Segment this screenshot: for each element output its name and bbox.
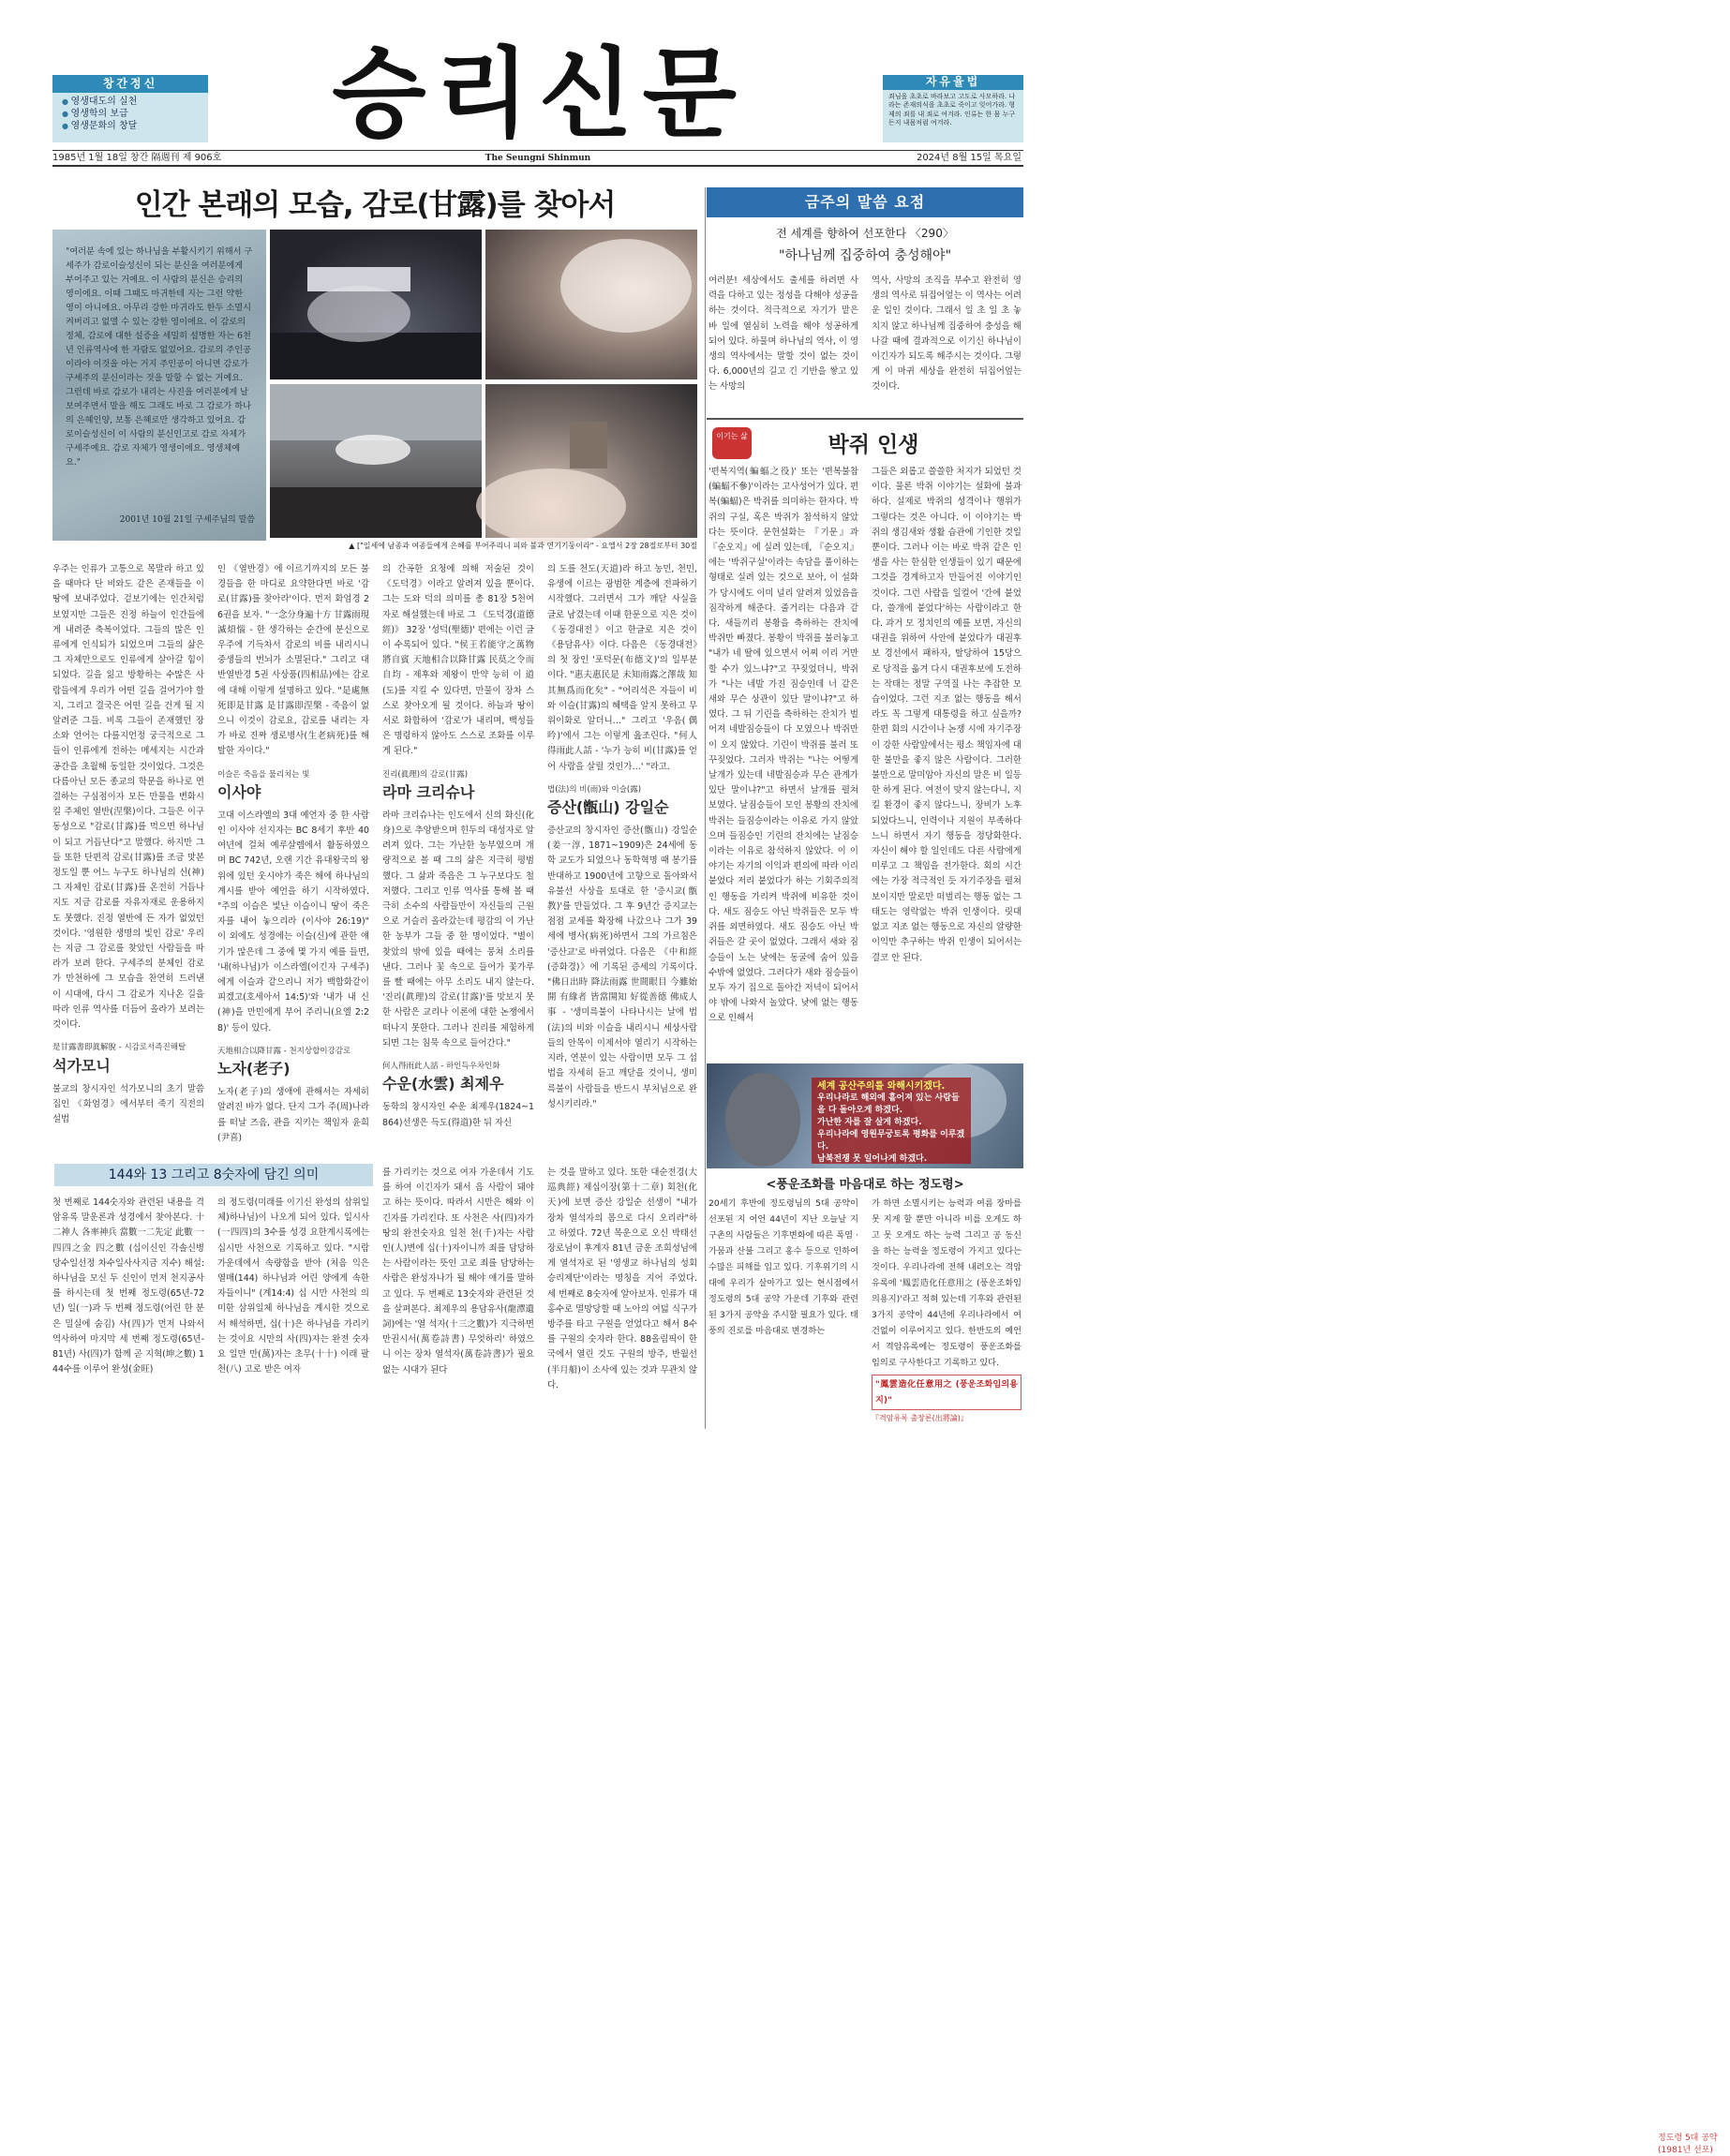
weekly-word-header: 금주의 말씀 요점 — [707, 187, 1023, 217]
section-subtitle: 天地相合以降甘露 - 천지상합이강감로 — [217, 1046, 351, 1056]
founding-spirit-item: ● 영생문화의 창달 — [62, 120, 199, 132]
audience-shape — [270, 487, 482, 538]
bat-life-col-1: '편복지역(蝙蝠之役)' 또는 '편복불참(蝙蝠不參)'이라는 고사성어가 있다. 편복(蝙蝠)은 박쥐를 의미하는 한자다. 박쥐의 구실, 혹은 박쥐가 참석하지 않았다는 뜻이다. 문헌설화는 『기문』과 『순오지』에 실려 있는데, 『순오지』에는 '박쥐구실'이라는 속담을 풀이하는 형태로 실려 있는 것으로 보아, 이 설화가 당시에도 이미 널리 알려져 있었음을 짐작하게 해준다. 줄거리는 다음과 같다. 새들끼리 봉황을 축하하는 잔치에 박쥐만 빠졌다. 봉황이 박쥐를 불러놓고 "내가 네 딸에 있으면서 어찌 이리 거만할 수가 있느냐?"고 꾸짖었더니, 박쥐가 "나는 네발 가진 짐승인데 너 같은 새와 무슨 상관이 있단 말이냐?"고 하였다. 그 뒤 기린을 축하하는 잔치가 벌어져 네발짐승들이 다 모였으나 박쥐만이 오지 않았다. 기린이 박쥐를 불러 또 꾸짖었다. 그러자 박쥐는 "나는 어떻게 날개가 있는데 네발짐승과 무슨 관계가 있단 말이냐?"고 하면서 날개를 펼쳐 보였다. 날짐승들이 모인 봉황의 잔치에 박쥐는 들짐승이라는 이유로 가지 않았으며 들짐승인 기린의 잔치에는 날짐승이라는 이유로 참석하지 않았다. 이 이야기는 자기의 이익과 편의에 따라 이리 붙었다 저리 붙었다가 하는 기회주의적인 행동을 가리켜 박쥐에 비유한 것이다. 새도 짐승도 아닌 박쥐들은 모두 박쥐를 외면하였다. 새도 짐승도 아닌 박쥐들은 갈 곳이 없었다. 그래서 새와 짐승들이 노는 낮에는 동굴에 숨어 있을 수밖에 없었다. 그러다가 새와 짐승들이 모두 자기 집으로 돌아간 저녁이 되어서야 밖에 나와서 놀았다. 낮에 없는 행동으로 인해서 — [708, 467, 858, 1024]
bat-life-col-2: 그들은 외롭고 쓸쓸한 처지가 되었던 것이다. 물론 박쥐 이야기는 설화에 불과하다. 실제로 박쥐의 성격이나 행위가 그렇다는 것은 아니다. 이 이야기는 박쥐의 생김새와 생활 습관에 기인한 것일 뿐이다. 그러나 이는 바로 박쥐 같은 인생을 사는 한심한 인생들이 있기 때문에 그것을 경계하고자 만들어진 이야기인 것이다. 그런 사람을 일컬어 '간에 붙었다, 쓸개에 붙었다'하는 사람이라고 한다. 과거 모 정치인의 예를 보면, 자신의 대권을 위하여 사안에 붙었다가 대권후보 경선에서 패하자, 탈당하여 15당으로 당적을 옮겨 다시 대권후보에 도전하는 작태는 정말 구역질 나는 추잡한 모습이었다. 그런 지조 없는 행동을 해서라도 꼭 그렇게 대통령을 하고 싶을까? 한편 회의 시간이나 논쟁 시에 자기주장이 강한 사람앞에서는 평소 책임자에 대한 불만을 좋지 않은 사람이다. 그러한 불만으로 말미암아 자신의 말은 비 일등한 하게 된다. 여전이 맞지 않는다니, 지킬 환경이 좋지 않다느니, 장비가 노후되었다느니, 인력이나 지원이 부족하다느니 하면서 자기 행동을 정당화한다. 자신이 해야 할 일인데도 다른 사람에게 미루고 그 책임을 전가한다. 회의 시간에는 가장 적극적인 듯 자기주장을 펼쳐 보이지만 말로만 떠벌리는 행동 없는 그 태도는 영락없는 박쥐 인생이다. 릿대 없고 지조 없는 행동으로 자신의 알량한 이익만 추구하는 박쥐 인생이 되어서는 결코 안 된다. — [872, 467, 1022, 963]
freedom-law-text: 죄님을 초초로 바라보고 고도로 사모하라. 나라는 존재의식을 초초로 죽이고 잊어가라. 형제의 죄를 내 죄로 여겨라. 인류는 한 몸 누구든지 내몸처럼 여겨라. — [888, 92, 1016, 126]
photo-caption: ▲ ["일세에 남종과 여종들에게 은혜를 부어주리니 피와 불과 연기기둥이라" - 요엘서 2장 28절로부터 30절 — [349, 542, 697, 550]
five-promises-list — [812, 1078, 971, 1164]
promise-item: 세계 공산주의를 와해시키겠다. — [817, 1081, 946, 1092]
section-title: 증산(甑山) 강일순 — [547, 798, 669, 817]
promise-item: 우리나라에 영원무궁토록 평화를 이루겠다. — [817, 1130, 965, 1152]
quote-text: "여러분 속에 있는 하나님을 부활시키기 위해서 구세주가 감로이슬성신이 되는 분신을 여러분에게 부어주고 있는 거예요. 이 사람의 분신은 승리의 영이에요. 이때 그때도 마귀한테 지는 그런 약한 영이 아니에요. 아무리 강한 마귀라도 한두 소멸시켜버리고 없앨 수 있는 강한 영이에요. 이 감로의 정체, 감로에 대한 설증을 세밀히 설명한 자는 6천년 인류역사에 한 자람도 없었어요. 감로의 주인공이라야 이것을 아는 거지 주인공이 아니면 감로가 구세주의 분신이라는 것을 말할 수 없는 거예요. 그런데 바로 감로가 내리는 사진을 여러분에게 날 보여주면서 말을 해도 그래도 바로 그 감로가 하나의 은혜인양, 보통 은혜로만 생각하고 있어요. 감로이슬성신이 이 사람의 분신인고로 감로 자체가 구세주예요. 감로 자체가 영생이에요. 영생체예요." — [66, 246, 253, 468]
founding-spirit-title: 창간정신 — [52, 75, 208, 93]
dew-glow-shape — [476, 468, 626, 543]
promise-item: 남북전쟁 못 일어나게 하겠다. — [817, 1154, 928, 1164]
five-promises-title: 정도령 5대 공약 — [1658, 2134, 1718, 2143]
section-subtitle: 진리(眞理)의 감로(甘露) — [382, 769, 469, 780]
article-column-2 — [217, 562, 369, 1146]
column-text: 노자(老子)의 생애에 관해서는 자세히 알려진 바가 없다. 단지 그가 주(周)나라를 떠날 즈음, 관을 지키는 책임자 윤희(尹喜) — [217, 1087, 369, 1143]
promise-item: 가난한 자를 잘 살게 하겠다. — [817, 1118, 922, 1127]
section-title: 석가모니 — [52, 1056, 111, 1075]
ceiling-shape — [270, 384, 482, 440]
photo-auditorium-svg — [270, 230, 482, 379]
main-headline: 인간 본래의 모습, 감로(甘露)를 찾아서 — [134, 188, 616, 222]
column-rule — [705, 187, 706, 1429]
article-column-4 — [547, 562, 697, 1112]
english-name: The Seungni Shinmun — [485, 154, 591, 163]
section-title: 노자(老子) — [217, 1060, 291, 1078]
column-text: 동학의 창시자인 수운 최제우(1824~1864)선생은 득도(得道)한 뒤 자신 — [382, 1102, 534, 1128]
promise-col-1: 20세기 후반에 정도령님의 5대 공약이 선포된 지 어언 44년이 지난 오늘날 지구촌의 사람들은 기후변화에 따른 폭염 · 가뭄과 산불 그리고 홍수 등으로 인하여 수많은 피해를 입고 있다. 기후위기의 시대에 우리가 살아가고 있는 현시점에서 정도령의 5대 공약 가운데 기후와 관련된 3가지 공약을 주시할 필요가 있다. 태풍의 진로를 마음대로 변경하는 — [708, 1198, 858, 1336]
section-divider — [707, 418, 1023, 420]
column-text: 고대 이스라엘의 3대 예언자 중 한 사람인 이사야 선지자는 BC 8세기 후반 40여년에 걸쳐 예루살렘에서 활동하였으며 BC 742년, 오랜 기간 유대왕국의 왕위에 있던 웃시야가 죽은 해에 하나님의 계시를 받아 예언을 하기 시작하였다. "주의 이슬은 빛난 이슬이니 땅이 죽은 자를 내어 놓으리라 (이사야 26:19)" 이 외에도 성경에는 이슬(신)에 관한 얘기가 많은데 그 중에 몇 가지 예를 들면, '내(하나님)가 이스라엘(이긴자 구세주)에게 이슬과 같으리니 저가 백합화같이 피겠고(호세아서 14:5)'와 '내가 내 신(神)을 만민에게 부어 주리니(요엘 2:28)' 등이 있다. — [217, 810, 369, 1033]
bottom-column-2: 의 정도령(미래를 이기신 완성의 삼위일체)하나님)이 나오게 되어 있다. 일시사(一四四)의 3수를 성경 요한계시록에는 십시만 사천으로 기록하고 있다. "시람 가운데에서 속량함을 받아 (처음 익은 열매(144) 하나님과 어린 양에게 속한 자들이니" (계14:4) 십 시만 사천의 의미한 삼위일체 하나님을 계시한 것으로서 해석하면, 십(十)은 하나님을 가리키는 것이요 시만의 사(四)자는 완전 숫자요 일만 만(萬)자는 초무(十十) 이래 팔 천(八) 고로 받은 여자 — [217, 1197, 369, 1375]
article-column-1 — [52, 562, 204, 1127]
five-promises-label — [1655, 2130, 1730, 2156]
section-subtitle: 是甘露書即眞解脫 - 시감로서즉진해탈 — [52, 1043, 186, 1053]
promise-text: 가 하면 소멸시키는 능력과 여름 장마를 못 지게 할 뿐만 아니라 비를 오게도 하고 못 오게도 하는 능력 그리고 공 동신을 하는 능력을 정도령이 가지고 있다는 것이다. 우리나라에 전해 내려오는 격암유록에 '鳳雲造化任意用之 (풍운조화임의용지)'라고 적혀 있는데 기후와 관련된 3가지 공약이 44년에 우리나라에서 여건없이 이루어지고 있다. 한반도의 예언서 격암유록에는 정도령이 풍운조화를 임의로 구사한다고 기록하고 있다. — [872, 1198, 1022, 1368]
column-text: 우주는 인류가 고통으로 목말라 하고 있을 때마다 단 비와도 같은 존재들을 이 땅에 보내주었다. 겉보기에는 인간처럼 보였지만 그들은 진정 하늘이 인간들에게 내려준 축복이었다. 그들의 많은 인류에게 인식되가 되었으며 그들의 삶은 그 자체만으로도 인류에게 살아갈 힘이 되었다. 길을 잃고 방황하는 수많은 사람들에게 우리가 어떤 길을 걸어가야 할 지, 그리고 결국은 어떤 길을 건게 될 지 알려준 그들. 비록 그들이 존재했던 장소와 언어는 다를지언정 궁극적으로 그들이 인류에게 전하는 메세지는 시간과 공간을 초월해 동일한 것이었다. 그것은 다름아닌 모든 종교의 학문을 하나로 연결하는 구심점이자 모든 만물을 변화시킬 주체인 열반(涅槃)이다. 그들은 이구동성으로 "감로(甘露)를 먹으면 하나님이 되고 거듭난다"고 말했다. 하지만 그들 또한 단편적 감로(甘露)를 조금 맛본 정도일 뿐 어느 누구도 하나님의 신(神) 그 자체인 감로(甘露)를 온전히 거듭나지도 지금 감로를 자유자재로 운용하지도 못했다. 진정 열반에 든 자가 없었던 것이다. '영원한 생명의 빛인 감로' 우리는 지금 그 감로를 찾았던 사람들을 따라가 보려 한다. 구세주의 분체인 감로가 만천하에 그 모습을 찬연히 드러낸 이 시대에, 다시 그 감로가 지나온 길을 따라 인류 역사를 더듬어 올라가 보려는 것이다. — [52, 564, 204, 1031]
issue-date: 2024년 8월 15일 목요일 — [916, 153, 1022, 163]
bottom-article-header: 144와 13 그리고 8숫자에 담긴 의미 — [54, 1164, 373, 1186]
weekly-word-col-1: 여러분! 세상에서도 출세를 하려면 사력을 다하고 있는 정성을 다해야 성공을 하는 것이다. 적극적으로 자기가 맡은 바 일에 열심히 노력을 해야 성공하게 되어 있다. 하물며 하나님의 역사, 이 영생의 역사에서는 말할 것이 없는 것이다. 6,000년의 길고 긴 기반을 쌓고 있는 사망의 — [708, 275, 858, 393]
bottom-column-3: 를 가리키는 것으로 여자 가운데서 기도를 하여 이긴자가 돼서 음 사람이 돼야 고 하는 뜻이다. 따라서 시만은 해와 이긴자를 가리킨다. 또 사천은 사(四)자가 땅의 완전숫자요 일천 천(千)자는 사람 인(人)변에 십(十)자이니까 죄를 담당하는 사람이라는 뜻인 고로 죄를 담당하는 사람은 완성자나가 될 해야 얘기를 말하고 있다. 두 번째로 13숫자와 관련된 것을 살펴본다. 최제우의 용담유사(龍潭遺詞)에는 '열 석자(十三之數)가 지극하면 만권시서(萬卷詩書) 무엇하리' 하였으니 이는 장차 열석자(萬卷詩書)가 필요 없는 시대가 된다 — [382, 1167, 534, 1375]
newspaper-masthead: 승리신문 — [332, 37, 746, 151]
column-text: 인 《열반경》에 이르기까지의 모든 불경들을 한 마디로 요약한다면 바로 '감로(甘露)를 찾아라'이다. 먼저 화엄경 26권을 보자. "一念分身遍十方 甘露雨現滅煩惱 - 한 생각하는 순간에 분신으로 우주에 기득차서 감로의 비를 내리시니 중생들의 번뇌가 소멸된다." 그리고 대반열반경 5권 사상품(四相品)에는 감로에 대해 이렇게 설명하고 있다. "是處無死即是甘露 是甘露即涅槃 - 죽음이 없으니 이것이 감로요, 감로를 내리는 자가 바로 진짜 생로병사(生老病死)를 해탈한 자이다." — [217, 564, 369, 757]
section-title: 수운(水雲) 최제우 — [382, 1075, 504, 1093]
column-tag: 이기는 삶 — [712, 427, 752, 459]
issue-info: 1985년 1월 18일 창간 隔週刊 제 906호 — [52, 153, 222, 163]
column-text: 라마 크리슈나는 인도에서 신의 화신(化身)으로 추앙받으며 힌두의 대성자로 알려져 있다. 그는 가난한 농부였으며 개량적으로 볼 때 그의 삶은 지극히 평범했다. 그 삶과 죽음은 그 누구보다도 철저했다. 그리고 인류 역사를 통해 볼 때 극히 소수의 사람들만이 자신들의 근원으로 거슬러 올라갔는데 평감의 이 가난한 농부가 그들 중 한 명이었다. "별이 찾았의 밖에 있을 때에는 뭉쳐 소리를 낸다. 그러나 꽃 속으로 들어가 꽃가루를 빨 때에는 아무 소리도 내지 않는다. '진리(眞理)의 감로(甘露)'를 맛보지 못한 사람은 교리나 이론에 대한 논쟁에서 떠나지 못한다. 그러나 진리를 체험하게 되면 그는 침묵 속으로 들어간다." — [382, 810, 534, 1048]
bat-life-title: 박쥐 인생 — [828, 432, 919, 457]
article-column-3 — [382, 562, 534, 1131]
weekly-word-subtitle: 전 세계를 향하여 선포한다 〈290〉 — [776, 227, 954, 240]
founding-spirit-item: ● 영생대도의 실천 — [62, 96, 199, 108]
freedom-law-title: 자유율법 — [883, 75, 1023, 90]
dateline — [52, 150, 1023, 167]
quote-signature: 2001년 10월 21일 구세주님의 말씀 — [119, 515, 255, 525]
five-promises-year: (1981년 선포) — [1658, 2146, 1713, 2155]
photo-church-interior — [270, 384, 482, 538]
founding-spirit-box — [52, 75, 208, 142]
column-text: 의 간곡한 요청에 의해 저술된 것이 《도덕경》이라고 알려져 있을 뿐이다. 그는 도와 덕의 의미를 총 81장 5천여 자로 해설했는데 바로 그 《도덕경(道德經)》 32장 '성덕(聖德)' 편에는 이런 글이 수록되어 있다. "侯王若能守之萬物將自賓 天地相合以降甘露 民莫之令而自均 - 제후와 제왕이 만약 능히 이 道(도)를 지킬 수 있다면, 만물이 장차 스스로 찾아오게 될 것이다. 하늘과 땅이 서로 화합하여 '감로'가 내리며, 백성들은 명령하지 않아도 스스로 조화를 이루게 된다." — [382, 564, 534, 757]
dew-glow-shape — [307, 286, 410, 342]
freedom-law-box — [883, 75, 1023, 142]
column-text: 불교의 창시자인 석가모니의 초기 말씀집인 《화엄경》에서부터 죽기 직전의 설법 — [52, 1083, 204, 1124]
photo-dew-light — [485, 230, 697, 379]
bottom-column-1: 첫 번째로 144숫자와 관련된 내용을 격암유록 말운론과 성경에서 찾아본다. 十二神人 各率神兵 當數一二先定 此數 一四四之金 四之數 (십이신인 각솔신병 당수일선정 차수일사사지금 지수) 해설: 하나님을 모신 두 신인이 먼저 천지공사를 하시는데 첫 번째 정도령(65년-72년) 일(一)과 두 번째 정도령(어린 한 분은 밀실에 숨김) 사(四)가 먼저 나와서 역사하여 마지막 세 번째 정도령(65년-81년) 사(四)가 함께 곧 지혁(坤之數) 144수를 이루어 완성(金旺) — [52, 1197, 204, 1375]
column-text: 의 도를 천도(天道)라 하고 농민, 천민, 유생에 이르는 광범한 계층에 전파하기 시작했다. 그러면서 그가 깨닫 사실을 글로 남겼는데 이때 한문으로 지은 것이 《동경대전》이고 한글로 지은 것이 《용담유사》이다. 다음은 《동경대전》의 첫 장인 '포덕문(布德文)'의 일부분이다. "惠夫惠民是 未知雨露之澤哉 知其無爲而化矣" - "어리석은 자들이 비와 이슬(甘露)의 혜택을 알지 못하고 무위이화로 알더니…" 그리고 '우음(偶吟)'에서 그는 이렇게 읊조린다. "何人得雨此人話 - '누가 능히 비(甘露)를 얻어 사람을 살릴 것인가…' "라고. — [547, 564, 697, 772]
section-subtitle: 이슬은 죽음을 물리치는 빛 — [217, 769, 310, 780]
photo-altar — [485, 384, 697, 538]
section-subtitle: 何人得雨此人話 - 하인득우차인화 — [382, 1062, 500, 1072]
section-title: 라마 크리슈나 — [382, 782, 475, 801]
prophecy-source: 『격암유록 출장론(出將論)』 — [872, 1414, 968, 1422]
founding-spirit-item: ● 영생학의 보급 — [62, 108, 199, 120]
weekly-word-col-2: 역사, 사망의 조직을 부수고 완전히 영생의 역사로 뒤집어엎는 이 역사는 어려운 일인 것이다. 그래서 일 초 일 초 놓치지 않고 하나님께 집중하여 충성을 해 나갈 때에 결과적으로 이기신 하나님이 이긴자가 되도록 해주시는 것이다. 그렇게 이 마귀 세상을 완전히 뒤집어엎는 것이다. — [872, 275, 1022, 393]
person-shape — [725, 1073, 800, 1167]
weekly-word-title: "하나님께 집중하여 충성해야" — [778, 248, 952, 263]
photo-church-interior-svg — [270, 384, 482, 538]
photo-dew-light-svg — [485, 230, 697, 379]
dew-glow-shape — [336, 435, 410, 465]
promise-col-2 — [872, 1196, 1022, 1426]
dew-glow-shape — [560, 239, 692, 333]
portrait-shape — [570, 422, 607, 468]
bottom-column-4: 는 것을 말하고 있다. 또한 대순전경(大巡典經) 제십이장(第十二章) 회천(化天)에 보면 증산 강일순 선생이 "내가 장차 열석자의 몸으로 다시 오리라"하고 하였다. 72년 목운으로 오신 박태선 장로님이 후계자 81년 금운 조희성님에게 열석자로 된 '영생교 하나님의 성회 승리제단'이라는 명칭을 지어 주었다. 세 번째로 8숫자에 알아보자. 인류가 대홍수로 멸망당할 때 노아의 여덟 식구가 방주를 타고 구원을 얻었다고 해서 8수를 구원의 숫자라 한다. 88올림픽이 한국에서 열린 것도 구원의 방주, 반월선(半月船)이 소사에 있는 것과 무관치 않다. — [547, 1167, 697, 1390]
section-title: 이사야 — [217, 782, 261, 801]
promise-article-title: <풍운조화를 마음대로 하는 정도령> — [766, 1178, 964, 1192]
quote-box — [52, 230, 266, 541]
photo-altar-svg — [485, 384, 697, 538]
photo-auditorium — [270, 230, 482, 379]
column-text: 증산교의 창시자인 증산(甑山) 강일순(姜一淳, 1871~1909)은 24세에 동학 교도가 되었으나 동학혁명 때 봉기를 반대하고 1900년에 고향으로 돌아와서 유불선 사상을 토대로 한 '증시교(甑教)'를 만들었다. 그 후 9년간 증지교는 점점 교세를 확장해 나갔으나 그가 39세에 병사(病死)하면서 그의 가르침은 '증산교'로 바뀌었다. 다음은 《中和經(증화경)》에 기록된 증세의 기록이다. "佛日出時 降法雨露 世間眼目 今雖始開 有緣者 皆當開知 好從善德 佛成人事 - '생미륵불이 나타나시는 날에 법(法)의 비와 이슬을 내리시니 세상사람들의 안목이 이제서야 열리기 시작하는지라, 연분이 있는 사람이면 모두 그 섭법을 자세히 듣고 깨닫을 것이니, 생미륵불이 사람들을 반드시 부처님으로 완성시키리라." — [547, 825, 697, 1109]
prophecy-quote: "鳳雲造化任意用之 (풍운조화임의용지)" — [872, 1375, 1022, 1410]
promise-item: 우리나라로 해외에 흩어져 있는 사람들을 다 돌아오게 하겠다. — [817, 1093, 960, 1115]
section-subtitle: 법(法)의 비(雨)와 이슬(露) — [547, 784, 642, 795]
